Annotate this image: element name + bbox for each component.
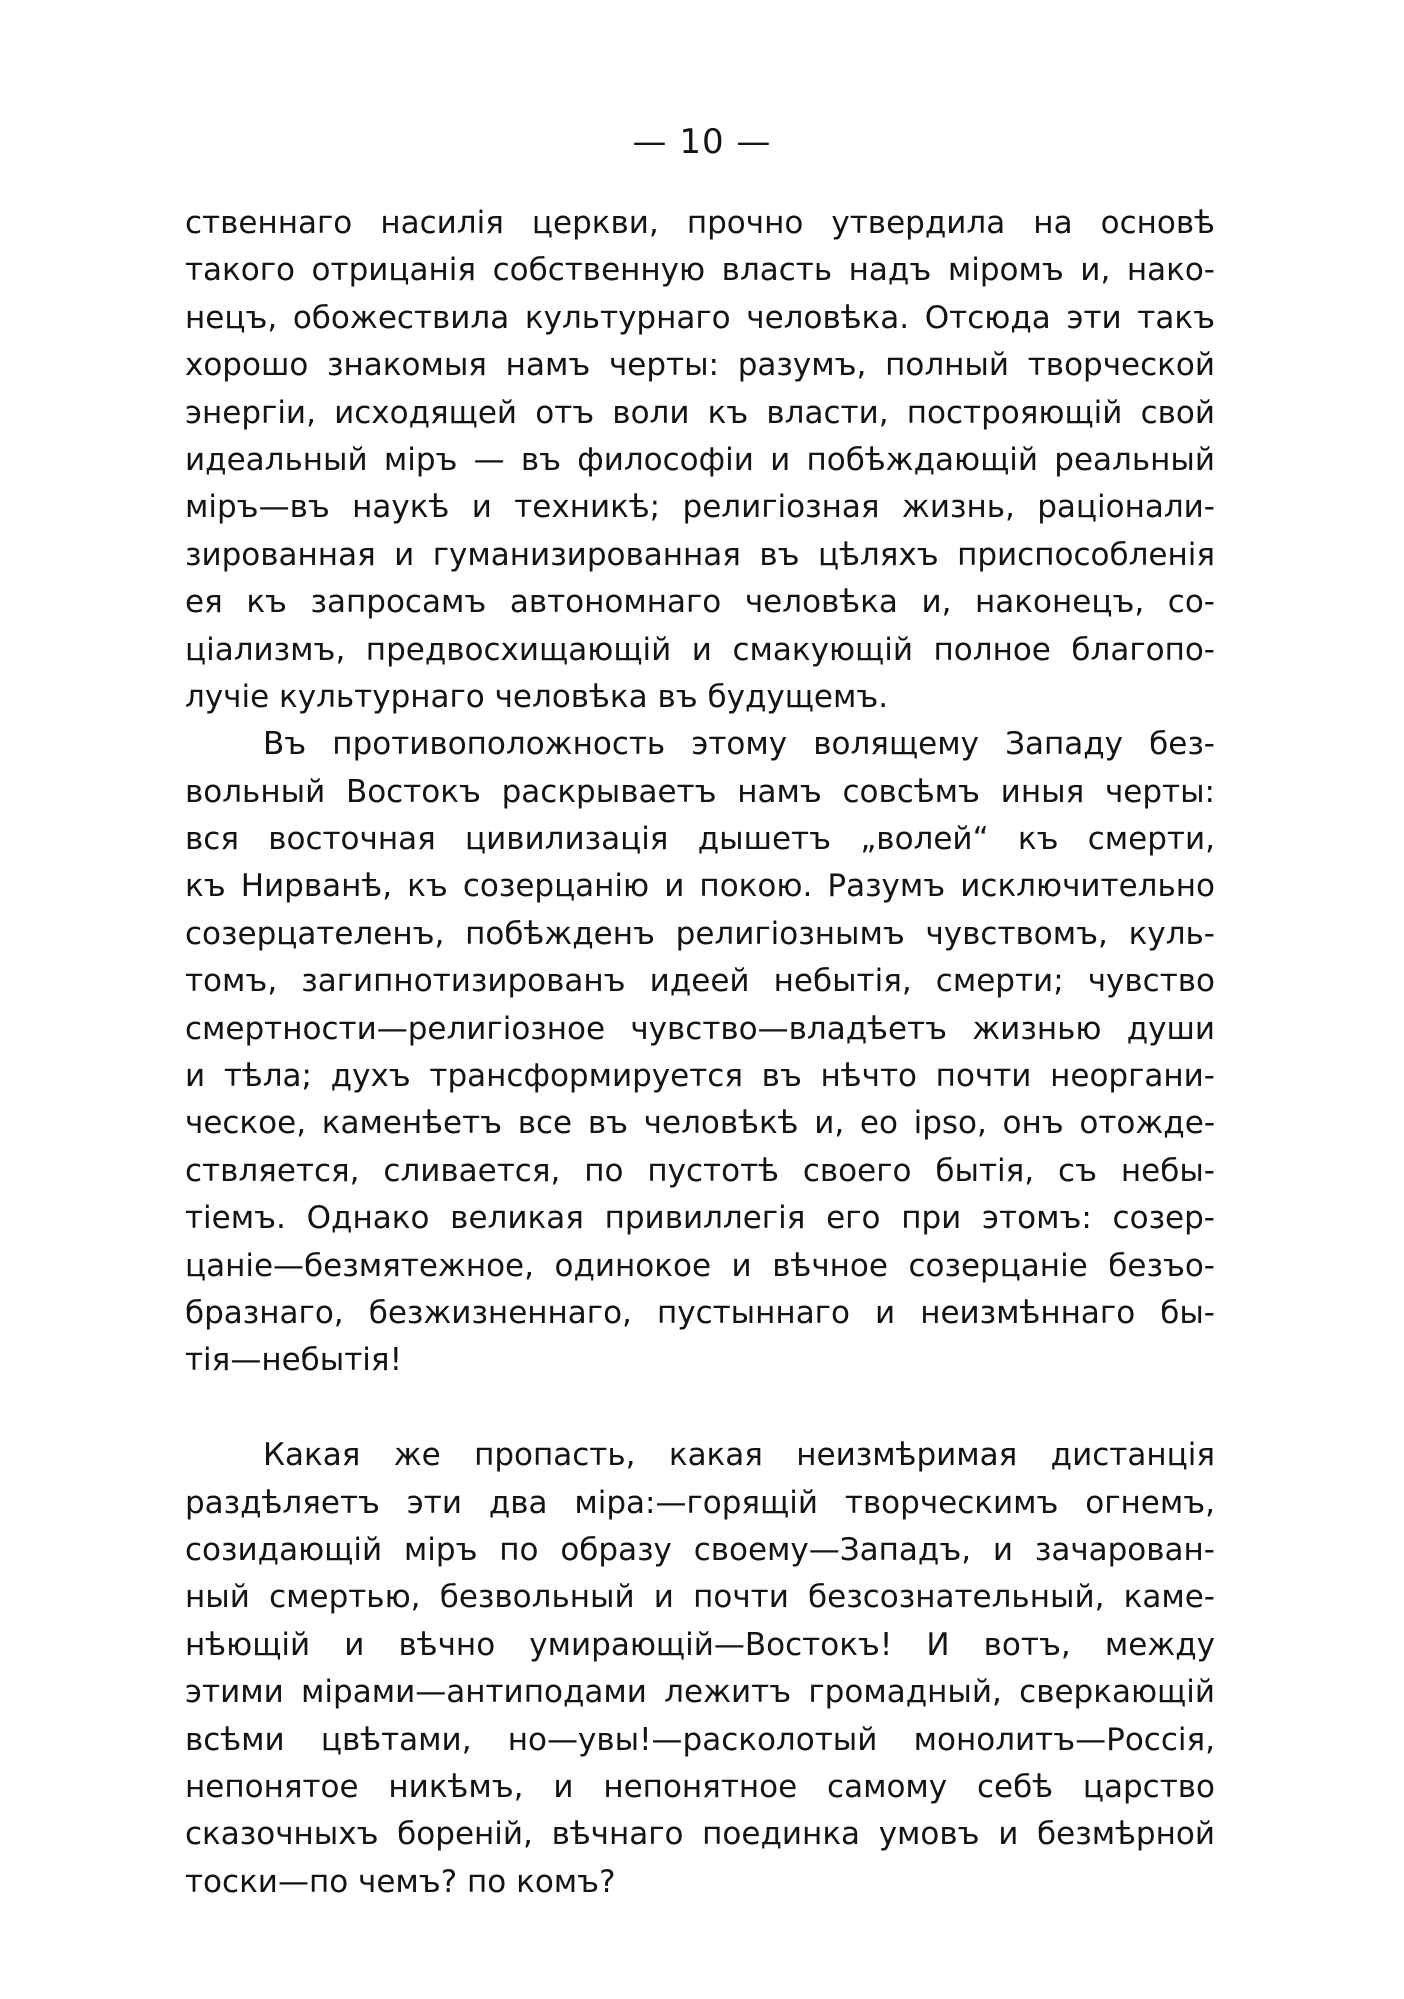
- text-line: томъ, загипнотизированъ идеей небытія, смерти; чувство: [185, 963, 1215, 1000]
- text-line: энергіи, исходящей отъ воли къ власти, построяющій свой: [185, 394, 1215, 431]
- text-line: хорошо знакомыя намъ черты: разумъ, полный творческой: [185, 347, 1215, 384]
- text-line: нѣющій и вѣчно умирающій—Востокъ! И вотъ, между: [185, 1626, 1215, 1663]
- text-line: ея къ запросамъ автономнаго человѣка и, наконецъ, со-: [185, 584, 1215, 621]
- paragraph-1: [185, 200, 1215, 721]
- text-line: смертности—религіозное чувство—владѣетъ жизнью души: [185, 1010, 1215, 1047]
- text-line: міръ—въ наукѣ и техникѣ; религіозная жизнь, раціонали-: [185, 489, 1215, 526]
- text-line: вся восточная цивилизація дышетъ „волей“ къ смерти,: [185, 821, 1215, 858]
- paragraph-2: [185, 721, 1215, 1432]
- text-line: и тѣла; духъ трансформируется въ нѣчто почти неоргани-: [185, 1058, 1215, 1095]
- text-line: цаніе—безмятежное, одинокое и вѣчное созерцаніе безъо-: [185, 1247, 1215, 1284]
- text-line: [185, 1385, 1215, 1432]
- text-line: ческое, каменѣетъ все въ человѣкѣ и, eo ipso, онъ отожде-: [185, 1105, 1215, 1142]
- text-line: нецъ, обожествила культурнаго человѣка. Отсюда эти такъ: [185, 299, 1215, 336]
- text-line: Какая же пропасть, какая неизмѣримая дистанція: [263, 1437, 1215, 1474]
- text-line: созерцателенъ, побѣжденъ религіознымъ чувствомъ, куль-: [185, 915, 1215, 952]
- text-line: созидающій міръ по образу своему—Западъ, и зачарован-: [185, 1531, 1215, 1568]
- text-line: зированная и гуманизированная въ цѣляхъ приспособленія: [185, 536, 1215, 573]
- text-line: вольный Востокъ раскрываетъ намъ совсѣмъ иныя черты:: [185, 773, 1215, 810]
- text-line: ціализмъ, предвосхищающій и смакующій полное благопо-: [185, 631, 1215, 668]
- page-number: — 10 —: [632, 122, 772, 162]
- text-line: тоски—по чемъ? по комъ?: [185, 1863, 616, 1900]
- text-line: сказочныхъ бореній, вѣчнаго поединка умовъ и безмѣрной: [185, 1816, 1215, 1853]
- text-line: идеальный міръ — въ философіи и побѣждающій реальный: [185, 441, 1215, 478]
- text-line: непонятое никѣмъ, и непонятное самому себѣ царство: [185, 1768, 1215, 1805]
- text-line: ствляется, сливается, по пустотѣ своего бытія, съ небы-: [185, 1152, 1215, 1189]
- text-line: раздѣляетъ эти два міра:—горящій творческимъ огнемъ,: [185, 1484, 1215, 1521]
- body-text: [185, 200, 1215, 1906]
- text-line: Въ противоположность этому волящему Западу без-: [263, 726, 1215, 763]
- paragraph-3: [185, 1432, 1215, 1906]
- text-line: этими мірами—антиподами лежитъ громадный, сверкающій: [185, 1674, 1215, 1711]
- text-line: лучіе культурнаго человѣка въ будущемъ.: [185, 678, 889, 715]
- text-line: ный смертью, безвольный и почти безсознательный, каме-: [185, 1579, 1215, 1616]
- text-line: тія—небытія!: [185, 1342, 402, 1379]
- text-line: такого отрицанія собственную власть надъ міромъ и, нако-: [185, 252, 1215, 289]
- text-line: ственнаго насилія церкви, прочно утвердила на основѣ: [185, 205, 1215, 241]
- text-line: всѣми цвѣтами, но—увы!—расколотый монолитъ—Россія,: [185, 1721, 1215, 1758]
- text-line: къ Нирванѣ, къ созерцанію и покою. Разумъ исключительно: [185, 868, 1215, 905]
- text-line: тіемъ. Однако великая привиллегія его при этомъ: созер-: [185, 1200, 1215, 1237]
- text-line: бразнаго, безжизненнаго, пустыннаго и неизмѣннаго бы-: [185, 1294, 1215, 1331]
